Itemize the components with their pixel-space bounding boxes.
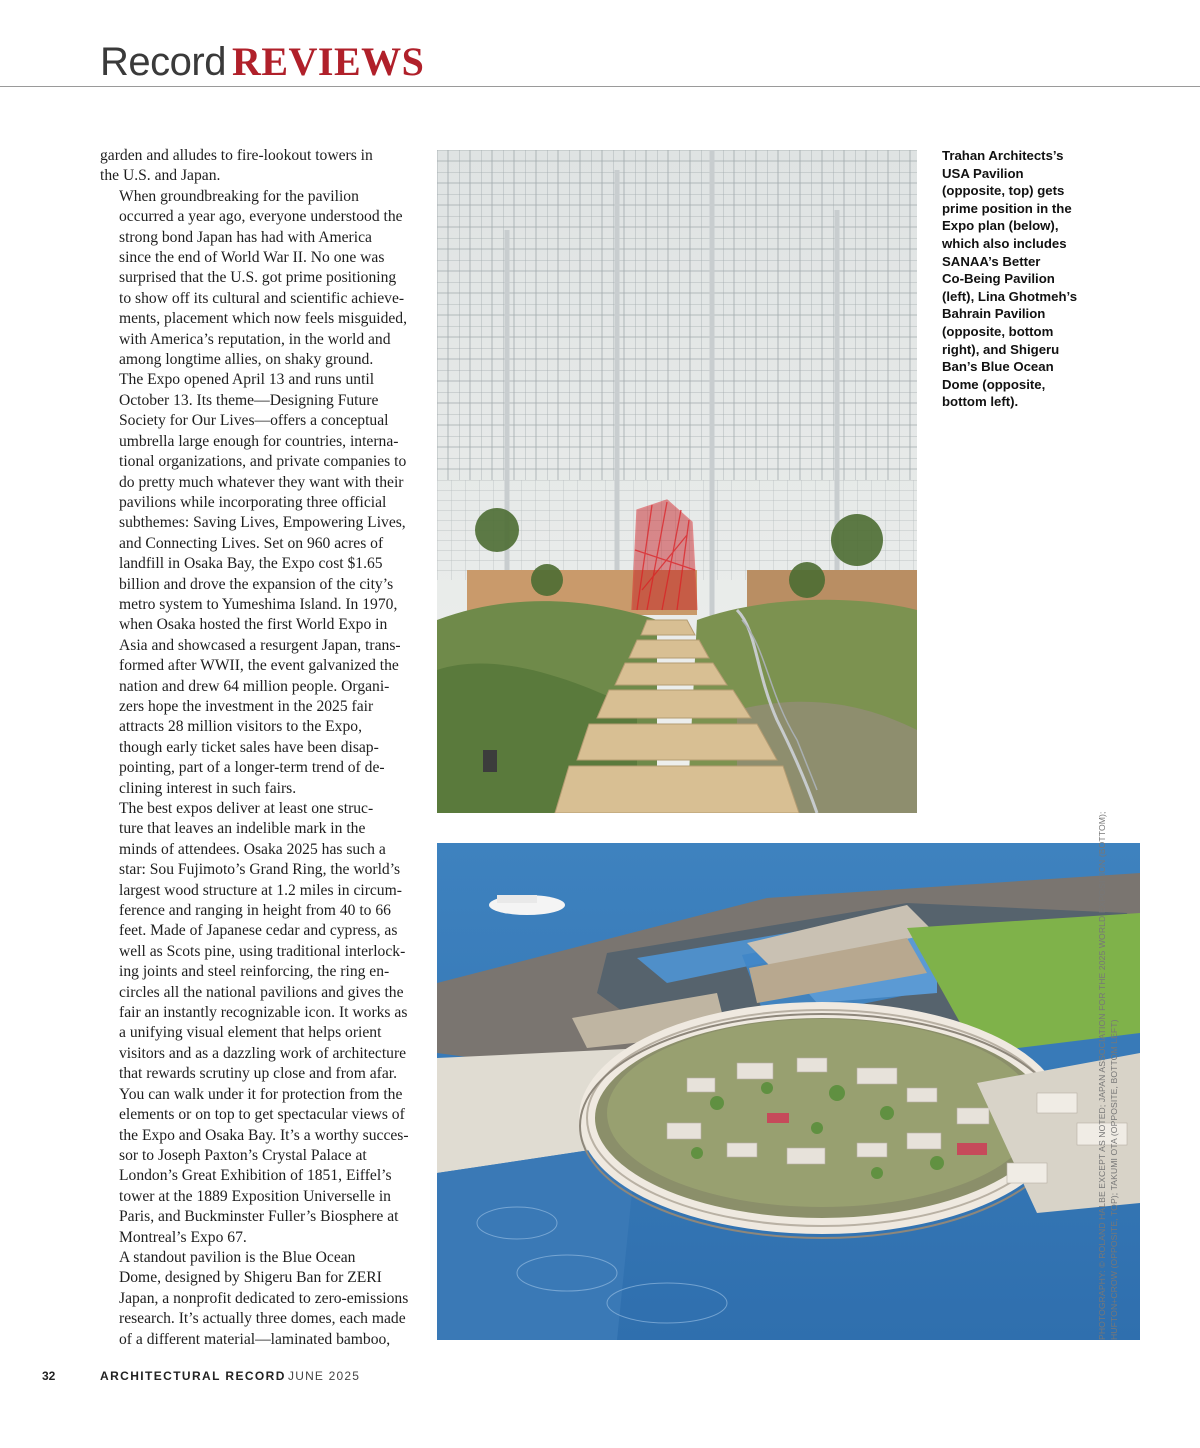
page-header bbox=[0, 0, 1200, 87]
article-line: metro system to Yumeshima Island. In 1970, bbox=[119, 595, 398, 613]
caption-line: bottom left). bbox=[942, 394, 1019, 410]
article-line: star: Sou Fujimoto’s Grand Ring, the world’s bbox=[119, 861, 401, 879]
caption-line: Co-Being Pavilion bbox=[942, 271, 1055, 287]
article-line: since the end of World War II. No one was bbox=[119, 249, 385, 267]
article-paragraph bbox=[100, 799, 412, 1248]
pavilion-interior-photo bbox=[437, 150, 917, 813]
caption-line: (left), Lina Ghotmeh’s bbox=[942, 288, 1078, 304]
article-line: ture that leaves an indelible mark in the bbox=[119, 820, 366, 838]
article-body bbox=[100, 146, 412, 1350]
article-line: a unifying visual element that helps orient bbox=[119, 1024, 382, 1042]
magazine-name: ARCHITECTURAL RECORD bbox=[100, 1369, 286, 1383]
article-line: Dome, designed by Shigeru Ban for ZERI bbox=[119, 1269, 382, 1287]
article-line: well as Scots pine, using traditional interlock- bbox=[119, 942, 406, 960]
article-line: attracts 28 million visitors to the Expo, bbox=[119, 718, 362, 736]
article-line: nation and drew 64 million people. Organi- bbox=[119, 677, 390, 695]
article-line: Society for Our Lives—offers a conceptual bbox=[119, 412, 389, 430]
caption-line: (opposite, top) gets bbox=[942, 183, 1065, 199]
article-line: When groundbreaking for the pavilion bbox=[119, 187, 359, 205]
article-line: strong bond Japan has had with America bbox=[119, 228, 372, 246]
article-line: You can walk under it for protection from the bbox=[119, 1085, 403, 1103]
article-line: Montreal’s Expo 67. bbox=[119, 1228, 247, 1246]
article-line: zers hope the investment in the 2025 fair bbox=[119, 697, 374, 715]
photo-credit-line-2: HUFTON+CROW (OPPOSITE, TOP); TAKUMI OTA (OPPOSITE, BOTTOM LEFT) bbox=[1109, 1019, 1119, 1340]
article-line: that rewards scrutiny up close and from afar. bbox=[119, 1065, 397, 1083]
caption-line: (opposite, bottom bbox=[942, 323, 1054, 339]
article-line: among longtime allies, on shaky ground. bbox=[119, 351, 374, 369]
article-line: to show off its cultural and scientific achieve- bbox=[119, 289, 405, 307]
photo-credit bbox=[1096, 780, 1120, 1340]
caption-line: Dome (opposite, bbox=[942, 376, 1046, 392]
caption-line: USA Pavilion bbox=[942, 165, 1024, 181]
caption-line: which also includes bbox=[942, 235, 1067, 251]
article-line: subthemes: Saving Lives, Empowering Lives, bbox=[119, 514, 406, 532]
caption-line: right), and Shigeru bbox=[942, 341, 1060, 357]
article-line: formed after WWII, the event galvanized the bbox=[119, 657, 399, 675]
article-line: of a different material—laminated bamboo, bbox=[119, 1330, 391, 1348]
article-line: though early ticket sales have been disap- bbox=[119, 738, 379, 756]
article-line: Japan, a nonprofit dedicated to zero-emissions bbox=[119, 1289, 409, 1307]
caption-line: Bahrain Pavilion bbox=[942, 306, 1046, 322]
caption-line: prime position in the bbox=[942, 200, 1072, 216]
article-paragraph bbox=[100, 370, 412, 799]
issue-date: JUNE 2025 bbox=[288, 1369, 361, 1383]
article-line: garden and alludes to fire-lookout towers in bbox=[100, 147, 373, 164]
article-line: the U.S. and Japan. bbox=[100, 167, 221, 185]
article-line: do pretty much whatever they want with their bbox=[119, 473, 404, 491]
article-paragraph bbox=[100, 146, 412, 187]
article-line: with America’s reputation, in the world and bbox=[119, 330, 391, 348]
article-line: The Expo opened April 13 and runs until bbox=[119, 371, 375, 389]
article-line: when Osaka hosted the first World Expo in bbox=[119, 616, 388, 634]
article-line: London’s Great Exhibition of 1851, Eiffel’s bbox=[119, 1167, 392, 1185]
caption-line: Expo plan (below), bbox=[942, 218, 1059, 234]
photo-caption bbox=[942, 147, 1102, 411]
article-line: surprised that the U.S. got prime positioning bbox=[119, 269, 397, 287]
article-line: clining interest in such fairs. bbox=[119, 779, 297, 797]
caption-line: SANAA’s Better bbox=[942, 253, 1041, 269]
article-line: A standout pavilion is the Blue Ocean bbox=[119, 1248, 356, 1266]
article-line: research. It’s actually three domes, each made bbox=[119, 1310, 406, 1328]
article-line: landfill in Osaka Bay, the Expo cost $1.65 bbox=[119, 555, 383, 573]
article-line: ing joints and steel reinforcing, the ring en- bbox=[119, 963, 390, 981]
article-line: the Expo and Osaka Bay. It’s a worthy succes- bbox=[119, 1126, 409, 1144]
article-line: The best expos deliver at least one struc- bbox=[119, 800, 374, 817]
article-line: and Connecting Lives. Set on 960 acres of bbox=[119, 534, 384, 552]
article-line: visitors and as a dazzling work of architecture bbox=[119, 1044, 407, 1062]
article-line: pointing, part of a longer-term trend of de- bbox=[119, 759, 385, 777]
article-line: minds of attendees. Osaka 2025 has such a bbox=[119, 840, 386, 858]
section-title-reviews: REVIEWS bbox=[231, 39, 425, 84]
section-title bbox=[100, 40, 424, 84]
photo-credit-line-1: PHOTOGRAPHY: © ROLAND HALBE EXCEPT AS NOTED; JAPAN ASSOCIATION FOR THE 2025 WORLD EXPOSITION (BOTTOM); bbox=[1097, 811, 1107, 1340]
page-number: 32 bbox=[42, 1369, 56, 1383]
article-paragraph bbox=[100, 1248, 412, 1350]
article-line: billion and drove the expansion of the city’s bbox=[119, 575, 394, 593]
article-paragraph bbox=[100, 187, 412, 371]
article-line: pavilions while incorporating three official bbox=[119, 493, 387, 511]
article-line: fair an instantly recognizable icon. It works as bbox=[119, 1004, 408, 1022]
article-line: October 13. Its theme—Designing Future bbox=[119, 391, 379, 409]
article-line: ference and ranging in height from 40 to 66 bbox=[119, 902, 391, 920]
article-line: Paris, and Buckminster Fuller’s Biosphere at bbox=[119, 1208, 399, 1226]
article-line: elements or on top to get spectacular views of bbox=[119, 1106, 405, 1124]
article-line: tional organizations, and private companies to bbox=[119, 453, 407, 471]
caption-line: Trahan Architects’s bbox=[942, 148, 1064, 163]
article-line: feet. Made of Japanese cedar and cypress, as bbox=[119, 922, 398, 940]
article-line: largest wood structure at 1.2 miles in circum- bbox=[119, 881, 402, 899]
section-title-record: Record bbox=[100, 40, 226, 84]
article-line: occurred a year ago, everyone understood the bbox=[119, 208, 403, 226]
article-line: Asia and showcased a resurgent Japan, trans- bbox=[119, 636, 401, 654]
article-line: umbrella large enough for countries, interna- bbox=[119, 432, 399, 450]
article-line: tower at the 1889 Exposition Universelle in bbox=[119, 1187, 391, 1205]
article-line: ments, placement which now feels misguided, bbox=[119, 310, 407, 328]
article-line: circles all the national pavilions and gives the bbox=[119, 983, 404, 1001]
article-line: sor to Joseph Paxton’s Crystal Palace at bbox=[119, 1146, 367, 1164]
expo-site-aerial-rendering bbox=[437, 843, 1140, 1340]
caption-line: Ban’s Blue Ocean bbox=[942, 359, 1054, 375]
